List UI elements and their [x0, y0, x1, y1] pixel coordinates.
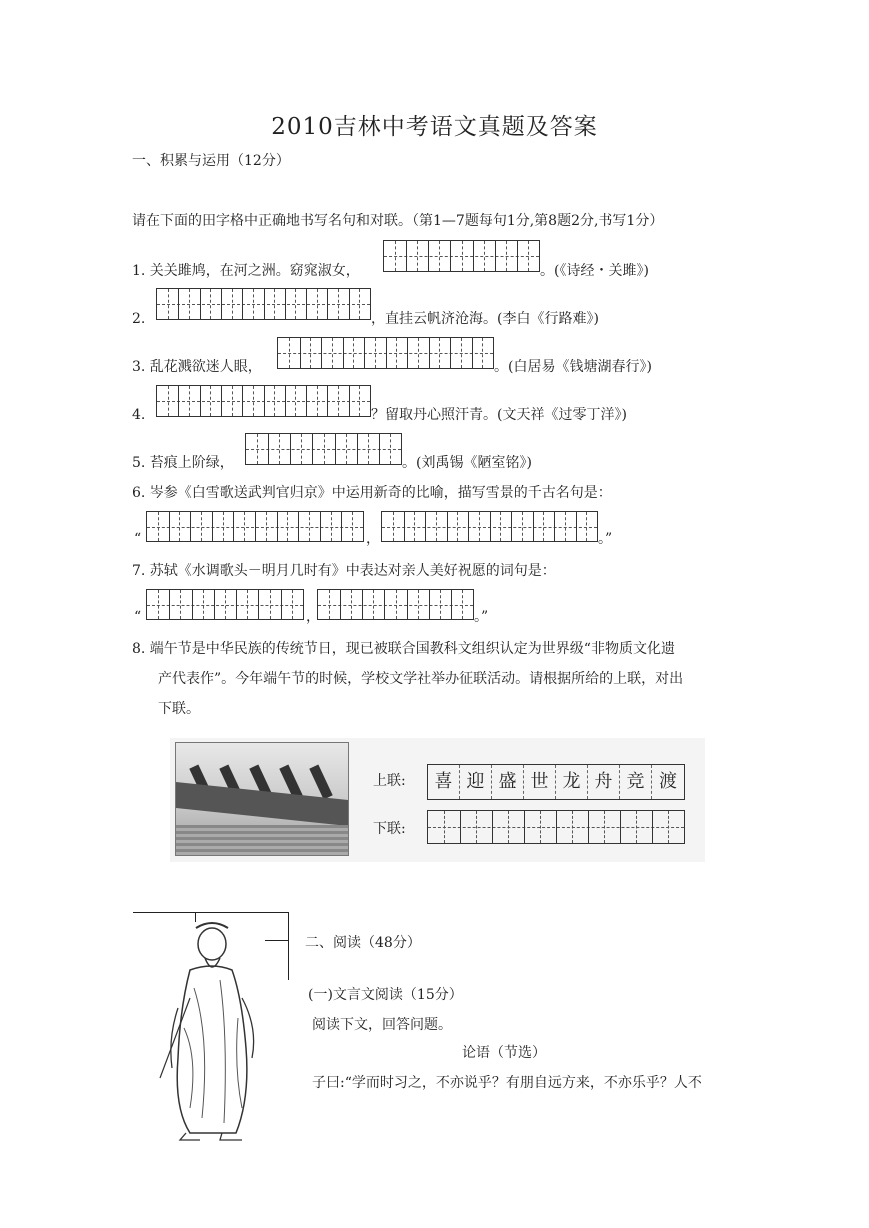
- couplet-char: 喜: [428, 765, 460, 799]
- grid-divider: [290, 434, 291, 464]
- grid-divider: [210, 386, 211, 416]
- grid-divider: [178, 289, 179, 319]
- grid-divider: [289, 338, 290, 368]
- grid-divider: [242, 386, 243, 416]
- grid-divider: [223, 512, 224, 541]
- part-heading: (一)文言文阅读（15分）: [308, 987, 463, 1003]
- grid-divider: [180, 590, 181, 619]
- grid-divider: [327, 289, 328, 319]
- grid-divider: [440, 590, 441, 619]
- grid-divider: [368, 434, 369, 464]
- grid-divider: [479, 512, 480, 541]
- grid-divider: [447, 512, 448, 541]
- grid-divider: [285, 289, 286, 319]
- grid-divider: [255, 512, 256, 541]
- grid-divider: [379, 434, 380, 464]
- q7-writing-grid-2[interactable]: [317, 589, 474, 620]
- grid-divider: [179, 512, 180, 541]
- q3-writing-grid[interactable]: [277, 337, 494, 369]
- grid-divider: [524, 811, 525, 843]
- q3-source: 。(白居易《钱塘湖春行》): [494, 359, 652, 375]
- grid-divider: [285, 386, 286, 416]
- grid-divider: [472, 338, 473, 368]
- grid-divider: [429, 338, 430, 368]
- grid-divider: [554, 512, 555, 541]
- grid-divider: [169, 590, 170, 619]
- q7-close: 。”: [474, 609, 489, 625]
- q2-writing-grid[interactable]: [156, 288, 371, 320]
- grid-divider: [349, 386, 350, 416]
- grid-divider: [508, 811, 509, 843]
- grid-divider: [357, 434, 358, 464]
- grid-divider: [341, 512, 342, 541]
- grid-divider: [253, 386, 254, 416]
- q5-prompt: 5. 苔痕上阶绿，: [132, 455, 234, 471]
- grid-divider: [417, 241, 418, 271]
- q1-prompt: 1. 关关雎鸠，在河之洲。窈窕淑女，: [132, 263, 360, 279]
- grid-divider: [418, 590, 419, 619]
- grid-divider: [511, 512, 512, 541]
- grid-divider: [620, 811, 621, 843]
- grid-divider: [258, 590, 259, 619]
- grid-divider: [439, 338, 440, 368]
- grid-divider: [309, 512, 310, 541]
- grid-divider: [192, 590, 193, 619]
- grid-divider: [168, 386, 169, 416]
- grid-divider: [373, 590, 374, 619]
- couplet-char: 舟: [588, 765, 620, 799]
- grid-divider: [312, 434, 313, 464]
- grid-divider: [351, 590, 352, 619]
- grid-divider: [306, 289, 307, 319]
- couplet-char: 竞: [620, 765, 652, 799]
- grid-divider: [236, 590, 237, 619]
- grid-divider: [460, 811, 461, 843]
- grid-divider: [335, 434, 336, 464]
- q2-number: 2.: [132, 311, 146, 327]
- passage-text: 子曰:“学而时习之，不亦说乎？有朋自远方来，不亦乐乎？人不: [312, 1075, 702, 1091]
- grid-divider: [364, 338, 365, 368]
- grid-divider: [317, 289, 318, 319]
- upper-couplet-label: 上联:: [373, 773, 406, 789]
- grid-divider: [327, 386, 328, 416]
- grid-divider: [462, 590, 463, 619]
- grid-divider: [636, 811, 637, 843]
- grid-divider: [317, 386, 318, 416]
- grid-divider: [425, 512, 426, 541]
- q1-source: 。(《诗经・关雎》): [540, 263, 649, 279]
- grid-divider: [257, 434, 258, 464]
- grid-divider: [395, 241, 396, 271]
- section-heading-2: 二、阅读（48分）: [305, 935, 421, 951]
- grid-divider: [331, 512, 332, 541]
- grid-divider: [189, 289, 190, 319]
- grid-divider: [338, 289, 339, 319]
- grid-divider: [178, 386, 179, 416]
- grid-divider: [274, 386, 275, 416]
- frame-line: [288, 912, 289, 980]
- frame-line: [133, 912, 288, 913]
- grid-divider: [492, 811, 493, 843]
- grid-divider: [468, 512, 469, 541]
- grid-divider: [270, 590, 271, 619]
- grid-divider: [247, 590, 248, 619]
- grid-divider: [277, 512, 278, 541]
- passage-title: 论语（节选）: [462, 1045, 546, 1061]
- grid-divider: [310, 338, 311, 368]
- couplet-char: 世: [524, 765, 556, 799]
- grid-divider: [572, 811, 573, 843]
- grid-divider: [396, 590, 397, 619]
- grid-divider: [461, 338, 462, 368]
- grid-divider: [517, 241, 518, 271]
- q4-source: ？留取丹心照汗青。(文天祥《过零丁洋》): [371, 407, 627, 423]
- q4-writing-grid[interactable]: [156, 385, 371, 417]
- reading-instructions: 阅读下文，回答问题。: [312, 1017, 452, 1033]
- grid-divider: [482, 338, 483, 368]
- grid-divider: [439, 241, 440, 271]
- grid-divider: [384, 590, 385, 619]
- grid-divider: [352, 512, 353, 541]
- grid-divider: [540, 811, 541, 843]
- grid-divider: [300, 338, 301, 368]
- lower-couplet-grid[interactable]: [427, 810, 685, 844]
- grid-divider: [279, 434, 280, 464]
- grid-divider: [375, 338, 376, 368]
- grid-divider: [332, 338, 333, 368]
- q7-prompt: 7. 苏轼《水调歌头－明月几时有》中表达对亲人美好祝愿的词句是：: [132, 563, 556, 579]
- grid-divider: [168, 289, 169, 319]
- grid-divider: [281, 590, 282, 619]
- grid-divider: [320, 512, 321, 541]
- couplet-char: 渡: [659, 771, 677, 792]
- couplet-char: 盛: [492, 765, 524, 799]
- grid-divider: [190, 512, 191, 541]
- grid-divider: [565, 512, 566, 541]
- grid-divider: [225, 590, 226, 619]
- q6-close: 。”: [598, 531, 613, 547]
- q3-prompt: 3. 乱花溅欲迷人眼，: [132, 359, 262, 375]
- grid-divider: [393, 512, 394, 541]
- grid-divider: [428, 241, 429, 271]
- page-title: 2010吉林中考语文真题及答案: [271, 114, 598, 140]
- grid-divider: [407, 590, 408, 619]
- grid-divider: [451, 590, 452, 619]
- q6-prompt: 6. 岑参《白雪歌送武判官归京》中运用新奇的比喻，描写雪景的千古名句是：: [132, 485, 612, 501]
- grid-divider: [287, 512, 288, 541]
- grid-divider: [500, 512, 501, 541]
- grid-divider: [158, 590, 159, 619]
- grid-divider: [232, 289, 233, 319]
- grid-divider: [414, 512, 415, 541]
- grid-divider: [306, 386, 307, 416]
- instructions: 请在下面的田字格中正确地书写名句和对联。（第1—7题每句1分,第8题2分,书写1分）: [132, 213, 664, 229]
- grid-divider: [295, 386, 296, 416]
- lower-couplet-label: 下联:: [373, 821, 406, 837]
- q5-writing-grid[interactable]: [245, 433, 402, 465]
- q7-writing-grid-1[interactable]: [146, 589, 304, 620]
- grid-divider: [588, 811, 589, 843]
- grid-divider: [321, 338, 322, 368]
- grid-divider: [253, 289, 254, 319]
- grid-divider: [292, 590, 293, 619]
- grid-divider: [200, 386, 201, 416]
- grid-divider: [436, 512, 437, 541]
- grid-divider: [390, 434, 391, 464]
- grid-divider: [329, 590, 330, 619]
- grid-divider: [201, 512, 202, 541]
- grid-divider: [418, 338, 419, 368]
- grid-divider: [462, 241, 463, 271]
- grid-divider: [450, 338, 451, 368]
- q6-writing-grid-1[interactable]: [146, 511, 364, 542]
- grid-divider: [457, 512, 458, 541]
- grid-divider: [407, 338, 408, 368]
- grid-divider: [189, 386, 190, 416]
- grid-divider: [586, 512, 587, 541]
- grid-divider: [652, 811, 653, 843]
- upper-couplet: [427, 764, 685, 800]
- grid-divider: [232, 386, 233, 416]
- q8-line-1: 8. 端午节是中华民族的传统节日，现已被联合国教科文组织认定为世界级“非物质文化遗: [132, 641, 675, 657]
- grid-divider: [203, 590, 204, 619]
- grid-divider: [444, 811, 445, 843]
- grid-divider: [668, 811, 669, 843]
- couplet-char: 迎: [460, 765, 492, 799]
- grid-divider: [264, 289, 265, 319]
- q4-number: 4.: [132, 407, 146, 423]
- grid-divider: [264, 386, 265, 416]
- grid-divider: [404, 512, 405, 541]
- grid-divider: [200, 289, 201, 319]
- grid-divider: [353, 338, 354, 368]
- grid-divider: [506, 241, 507, 271]
- q7-comma: ，: [306, 609, 320, 625]
- grid-divider: [359, 386, 360, 416]
- q6-writing-grid-2[interactable]: [381, 511, 598, 542]
- grid-divider: [244, 512, 245, 541]
- q1-writing-grid[interactable]: [383, 240, 540, 272]
- grid-divider: [386, 338, 387, 368]
- grid-divider: [349, 289, 350, 319]
- grid-divider: [221, 289, 222, 319]
- dragon-boat-image: [175, 742, 349, 856]
- grid-divider: [169, 512, 170, 541]
- grid-divider: [406, 241, 407, 271]
- grid-divider: [346, 434, 347, 464]
- q5-source: 。(刘禹锡《陋室铭》): [402, 455, 532, 471]
- q7-open-quote: “: [134, 609, 142, 625]
- grid-divider: [343, 338, 344, 368]
- grid-divider: [528, 241, 529, 271]
- grid-divider: [533, 512, 534, 541]
- grid-divider: [266, 512, 267, 541]
- grid-divider: [484, 241, 485, 271]
- grid-divider: [212, 512, 213, 541]
- grid-divider: [604, 811, 605, 843]
- grid-divider: [396, 338, 397, 368]
- grid-divider: [543, 512, 544, 541]
- grid-divider: [522, 512, 523, 541]
- grid-divider: [359, 289, 360, 319]
- q6-comma: ，: [366, 531, 380, 547]
- grid-divider: [210, 289, 211, 319]
- grid-divider: [295, 289, 296, 319]
- q6-open-quote: “: [134, 531, 142, 547]
- grid-divider: [338, 386, 339, 416]
- section-heading-1: 一、积累与运用（12分）: [132, 153, 290, 169]
- grid-divider: [214, 590, 215, 619]
- grid-divider: [221, 386, 222, 416]
- grid-divider: [340, 590, 341, 619]
- grid-divider: [490, 512, 491, 541]
- grid-divider: [473, 241, 474, 271]
- grid-divider: [298, 512, 299, 541]
- grid-divider: [268, 434, 269, 464]
- q8-line-3: 下联。: [158, 701, 200, 717]
- grid-divider: [450, 241, 451, 271]
- grid-divider: [274, 289, 275, 319]
- confucius-illustration: [150, 918, 272, 1143]
- q2-source: ，直挂云帆济沧海。(李白《行路难》): [371, 311, 599, 327]
- grid-divider: [576, 512, 577, 541]
- grid-divider: [556, 811, 557, 843]
- grid-divider: [301, 434, 302, 464]
- grid-divider: [362, 590, 363, 619]
- grid-divider: [158, 512, 159, 541]
- grid-divider: [495, 241, 496, 271]
- q8-line-2: 产代表作”。今年端午节的时候，学校文学社举办征联活动。请根据所给的上联，对出: [158, 671, 684, 687]
- grid-divider: [324, 434, 325, 464]
- grid-divider: [429, 590, 430, 619]
- couplet-char: 龙: [556, 765, 588, 799]
- grid-divider: [242, 289, 243, 319]
- grid-divider: [233, 512, 234, 541]
- grid-divider: [476, 811, 477, 843]
